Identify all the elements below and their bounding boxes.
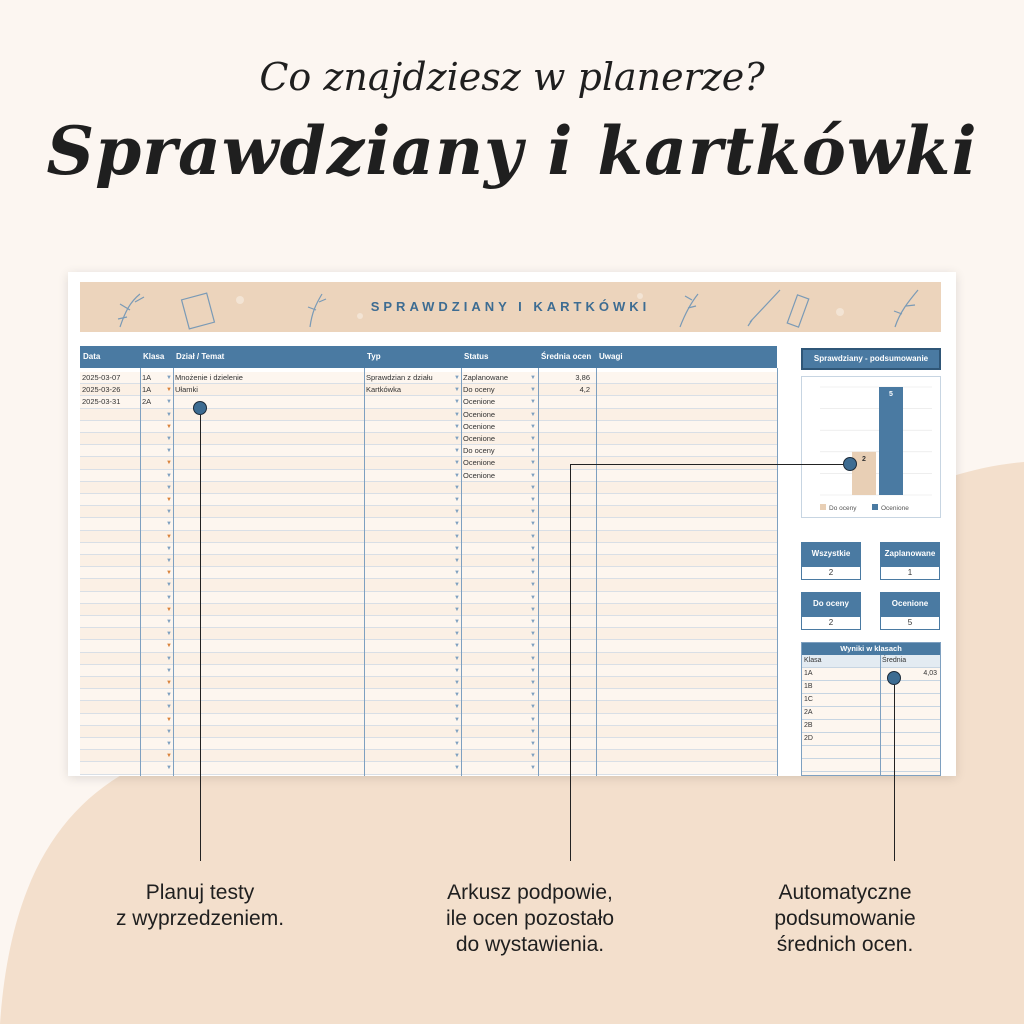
table-row [80,567,777,579]
table-row [80,506,777,518]
dropdown-arrow-icon[interactable]: ▼ [166,741,172,747]
dropdown-arrow-icon[interactable]: ▼ [454,594,460,601]
table-row [80,738,777,750]
class-name: 2D [804,735,813,742]
table-row [80,409,777,421]
table-row [80,555,777,567]
cell-topic[interactable]: Mnożenie i dzielenie [175,373,243,382]
table-row [80,726,777,738]
stat-all-label: Wszystkie [801,542,861,566]
cell-class[interactable]: 2A [142,397,152,407]
dropdown-arrow-icon[interactable]: ▼ [454,387,460,394]
class-result-row [802,668,940,681]
dropdown-arrow-icon[interactable]: ▼ [454,655,460,662]
cell-status[interactable]: Ocenione [463,397,496,407]
dropdown-arrow-icon[interactable]: ▼ [166,436,172,442]
legend-swatch-1 [872,504,878,510]
dropdown-arrow-icon[interactable]: ▼ [454,375,460,381]
dropdown-arrow-icon[interactable]: ▼ [454,619,460,625]
dropdown-arrow-icon[interactable]: ▼ [454,631,460,638]
dropdown-arrow-icon[interactable]: ▼ [166,582,172,589]
summary-header: Sprawdziany - podsumowanie [801,348,941,370]
caption-right: Automatyczne podsumowanie średnich ocen. [774,881,916,956]
callout-dot-left [193,401,207,415]
dropdown-arrow-icon[interactable]: ▼ [454,472,460,479]
sheet-banner [80,282,941,332]
dropdown-arrow-icon[interactable]: ▼ [530,631,536,638]
dropdown-arrow-icon[interactable]: ▼ [166,545,172,552]
cell-type[interactable]: Sprawdzian z działu [366,373,433,382]
dropdown-arrow-icon[interactable]: ▼ [530,680,536,686]
class-result-row [802,707,940,720]
table-row [80,470,777,482]
header-avg: Średnia ocen [538,346,596,368]
stat-all-value: 2 [801,566,861,580]
table-row [80,604,777,616]
dropdown-arrow-icon[interactable]: ▼ [454,460,460,467]
dropdown-arrow-icon[interactable]: ▼ [454,716,460,723]
table-row [80,482,777,494]
summary-chart [801,376,941,518]
cell-status[interactable]: Ocenione [463,470,496,480]
dropdown-arrow-icon[interactable]: ▼ [166,460,172,467]
dropdown-arrow-icon[interactable]: ▼ [166,619,172,625]
col-class-label: Klasa [804,657,822,664]
dropdown-arrow-icon[interactable]: ▼ [530,716,536,723]
dropdown-arrow-icon[interactable]: ▼ [166,655,172,662]
class-results-title: Wyniki w klasach [802,643,940,655]
dropdown-arrow-icon[interactable]: ▼ [530,423,536,430]
dropdown-arrow-icon[interactable]: ▼ [166,411,172,418]
dropdown-arrow-icon[interactable]: ▼ [454,704,460,711]
dropdown-arrow-icon[interactable]: ▼ [454,680,460,686]
dropdown-arrow-icon[interactable]: ▼ [530,753,536,760]
dropdown-arrow-icon[interactable]: ▼ [166,533,172,540]
table-row [80,396,777,408]
stat-to-grade-value: 2 [801,616,861,630]
dropdown-arrow-icon[interactable]: ▼ [166,484,172,491]
cell-status[interactable]: Ocenione [463,434,496,443]
bar-chart [802,377,940,517]
dropdown-arrow-icon[interactable]: ▼ [454,558,460,564]
dropdown-arrow-icon[interactable]: ▼ [530,521,536,528]
dropdown-arrow-icon[interactable]: ▼ [454,399,460,406]
dropdown-arrow-icon[interactable]: ▼ [166,631,172,638]
header-notes: Uwagi [596,346,777,368]
caption-left: Planuj testy z wyprzedzeniem. [115,881,285,930]
class-name: 1A [804,670,813,677]
table-row [80,677,777,689]
dropdown-arrow-icon[interactable]: ▼ [454,582,460,589]
cell-status[interactable]: Ocenione [463,458,496,468]
class-result-row [802,681,940,694]
dropdown-arrow-icon[interactable]: ▼ [530,667,536,674]
dropdown-arrow-icon[interactable]: ▼ [530,741,536,747]
callout-line-left [200,415,201,861]
dropdown-arrow-icon[interactable]: ▼ [166,472,172,479]
dropdown-arrow-icon[interactable]: ▼ [454,545,460,552]
dropdown-arrow-icon[interactable]: ▼ [530,484,536,491]
dropdown-arrow-icon[interactable]: ▼ [166,704,172,711]
dropdown-arrow-icon[interactable]: ▼ [166,448,172,455]
dropdown-arrow-icon[interactable]: ▼ [166,558,172,564]
table-row [80,531,777,543]
dropdown-arrow-icon[interactable]: ▼ [454,606,460,613]
cell-status[interactable]: Ocenione [463,421,496,431]
dropdown-arrow-icon[interactable]: ▼ [530,619,536,625]
header-class: Klasa [140,346,173,368]
dropdown-arrow-icon[interactable]: ▼ [454,448,460,455]
cell-status[interactable]: Ocenione [463,409,496,419]
banner-title: SPRAWDZIANY I KARTKÓWKI [370,299,651,314]
dropdown-arrow-icon[interactable]: ▼ [530,497,536,503]
dropdown-arrow-icon[interactable]: ▼ [454,741,460,747]
dropdown-arrow-icon[interactable]: ▼ [530,692,536,699]
class-name: 1C [804,696,813,703]
table-row [80,762,777,774]
class-name: 2A [804,709,813,716]
class-result-row [802,720,940,733]
table-row [80,433,777,445]
class-name: 1B [804,683,813,690]
table-row [80,701,777,713]
dropdown-arrow-icon[interactable]: ▼ [454,484,460,491]
stat-graded-label: Ocenione [880,592,940,616]
dropdown-arrow-icon[interactable]: ▼ [530,387,536,394]
dropdown-arrow-icon[interactable]: ▼ [166,509,172,516]
callout-line-middle-v [570,464,571,861]
table-row [80,628,777,640]
cell-class[interactable]: 1A [142,373,152,382]
callout-line-middle-h [570,464,843,465]
bar-1 [879,387,903,495]
dropdown-arrow-icon[interactable]: ▼ [454,436,460,442]
dropdown-arrow-icon[interactable]: ▼ [530,704,536,711]
dropdown-arrow-icon[interactable]: ▼ [166,375,172,381]
callout-dot-right [887,671,901,685]
dropdown-arrow-icon[interactable]: ▼ [166,497,172,503]
dropdown-arrow-icon[interactable]: ▼ [530,643,536,650]
legend-swatch-0 [820,504,826,510]
table-row [80,494,777,506]
dropdown-arrow-icon[interactable]: ▼ [530,606,536,613]
spreadsheet-preview [68,272,956,776]
table-row [80,445,777,457]
dropdown-arrow-icon[interactable]: ▼ [166,387,172,394]
header-type: Typ [364,346,461,368]
dropdown-arrow-icon[interactable]: ▼ [530,509,536,516]
dropdown-arrow-icon[interactable]: ▼ [166,606,172,613]
data-label-0: 2 [862,455,866,463]
dropdown-arrow-icon[interactable]: ▼ [530,399,536,406]
table-row [80,665,777,677]
cell-date[interactable]: 2025-03-07 [82,373,121,382]
dropdown-arrow-icon[interactable]: ▼ [166,521,172,528]
dropdown-arrow-icon[interactable]: ▼ [166,399,172,406]
dropdown-arrow-icon[interactable]: ▼ [530,472,536,479]
dropdown-arrow-icon[interactable]: ▼ [454,533,460,540]
legend-label-1: Ocenione [881,505,909,512]
callout-dot-middle [843,457,857,471]
class-name: 2B [804,722,813,729]
table-row [80,750,777,762]
dropdown-arrow-icon[interactable]: ▼ [454,643,460,650]
caption-middle: Arkusz podpowie, ile ocen pozostało do wystawienia. [445,881,615,956]
dropdown-arrow-icon[interactable]: ▼ [166,728,172,735]
dropdown-arrow-icon[interactable]: ▼ [454,692,460,699]
cell-avg[interactable]: 3,86 [575,373,590,382]
class-result-row [802,746,940,759]
dropdown-arrow-icon[interactable]: ▼ [166,680,172,686]
dropdown-arrow-icon[interactable]: ▼ [454,411,460,418]
dropdown-arrow-icon[interactable]: ▼ [530,545,536,552]
table-row [80,592,777,604]
cell-status[interactable]: Do oceny [463,385,495,395]
stat-graded-value: 5 [880,616,940,630]
dropdown-arrow-icon[interactable]: ▼ [530,570,536,577]
header-topic: Dział / Temat [173,346,364,368]
dropdown-arrow-icon[interactable]: ▼ [530,582,536,589]
cell-topic[interactable]: Ułamki [175,385,198,395]
dropdown-arrow-icon[interactable]: ▼ [166,570,172,577]
dropdown-arrow-icon[interactable]: ▼ [454,728,460,735]
dropdown-arrow-icon[interactable]: ▼ [530,533,536,540]
dropdown-arrow-icon[interactable]: ▼ [530,448,536,455]
table-row [80,714,777,726]
dropdown-arrow-icon[interactable]: ▼ [454,509,460,516]
cell-class[interactable]: 1A [142,385,152,395]
dropdown-arrow-icon[interactable]: ▼ [454,667,460,674]
dropdown-arrow-icon[interactable]: ▼ [166,594,172,601]
class-results-header [802,655,940,668]
dropdown-arrow-icon[interactable]: ▼ [530,411,536,418]
stat-planned [880,542,940,582]
class-result-row [802,772,940,776]
class-result-row [802,694,940,707]
dropdown-arrow-icon[interactable]: ▼ [166,423,172,430]
dropdown-arrow-icon[interactable]: ▼ [454,753,460,760]
dropdown-arrow-icon[interactable]: ▼ [530,728,536,735]
cell-status[interactable]: Zaplanowane [463,373,509,382]
header-status: Status [461,346,538,368]
table-row [80,689,777,701]
data-label-1: 5 [889,391,893,398]
dropdown-arrow-icon[interactable]: ▼ [166,692,172,699]
class-result-row [802,759,940,772]
dropdown-arrow-icon[interactable]: ▼ [454,497,460,503]
dropdown-arrow-icon[interactable]: ▼ [530,765,536,772]
dropdown-arrow-icon[interactable]: ▼ [166,716,172,723]
cell-date[interactable]: 2025-03-31 [82,397,121,407]
stat-planned-value: 1 [880,566,940,580]
table-row [80,640,777,652]
dropdown-arrow-icon[interactable]: ▼ [530,460,536,467]
dropdown-arrow-icon[interactable]: ▼ [166,667,172,674]
header-date: Data [80,346,140,368]
class-avg: 4,03 [923,670,937,677]
cell-status[interactable]: Do oceny [463,446,495,456]
stat-to-grade [801,592,861,632]
dropdown-arrow-icon[interactable]: ▼ [454,765,460,772]
stat-to-grade-label: Do oceny [801,592,861,616]
table-row [80,421,777,433]
cell-avg[interactable]: 4,2 [579,385,590,395]
dropdown-arrow-icon[interactable]: ▼ [530,655,536,662]
table-row [80,579,777,591]
heading-title: Sprawdziany i kartkówki [46,112,978,190]
dropdown-arrow-icon[interactable]: ▼ [454,423,460,430]
dropdown-arrow-icon[interactable]: ▼ [454,570,460,577]
callout-line-right [894,685,895,861]
dropdown-arrow-icon[interactable]: ▼ [530,558,536,564]
heading-subtitle: Co znajdziesz w planerze? [259,55,765,99]
table-row [80,653,777,665]
dropdown-arrow-icon[interactable]: ▼ [166,643,172,650]
stat-all [801,542,861,582]
cell-type[interactable]: Kartkówka [366,385,402,395]
stat-graded [880,592,940,632]
dropdown-arrow-icon[interactable]: ▼ [530,594,536,601]
col-avg-label: Średnia [882,657,907,664]
class-results-table [801,642,941,776]
stat-planned-label: Zaplanowane [880,542,940,566]
dropdown-arrow-icon[interactable]: ▼ [530,436,536,442]
dropdown-arrow-icon[interactable]: ▼ [166,765,172,772]
dropdown-arrow-icon[interactable]: ▼ [530,375,536,381]
cell-date[interactable]: 2025-03-26 [82,385,121,395]
table-row [80,543,777,555]
legend-label-0: Do oceny [829,505,857,512]
dropdown-arrow-icon[interactable]: ▼ [166,753,172,760]
table-row [80,616,777,628]
dropdown-arrow-icon[interactable]: ▼ [454,521,460,528]
class-result-row [802,733,940,746]
table-row [80,518,777,530]
